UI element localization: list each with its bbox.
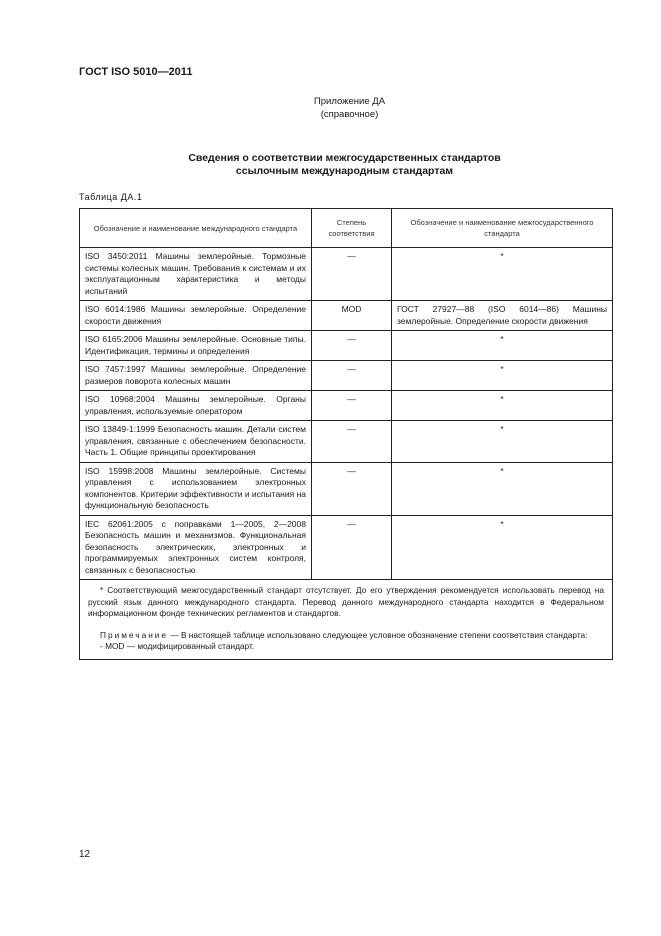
interstate-standard-cell: *	[392, 421, 613, 463]
table-row	[80, 421, 613, 463]
page-number: 12	[79, 849, 91, 860]
interstate-standard-cell: *	[392, 462, 613, 515]
table-row	[80, 361, 613, 391]
table-row	[80, 301, 613, 331]
international-standard-cell: ISO 10968:2004 Машины землеройные. Органы управления, используемые оператором	[80, 391, 312, 421]
degree-cell: —	[312, 331, 392, 361]
degree-cell: —	[312, 361, 392, 391]
interstate-standard-cell: *	[392, 331, 613, 361]
correspondence-table	[79, 208, 613, 660]
degree-cell: —	[312, 421, 392, 463]
section-title-line-2: ссылочным международным стандартам	[235, 165, 454, 177]
table-row	[80, 331, 613, 361]
footnote: * Соответствующий межгосударственный стандарт отсутствует. До его утверждения рекомендуется использовать перевод на русский язык данного международного стандарта. Перевод данного международного стандарта находится в Федеральном информационном фонде технических регламентов и стандартов.	[88, 585, 604, 618]
table-row	[80, 391, 613, 421]
table-notes-row	[80, 580, 613, 660]
international-standard-cell: ISO 6014:1986 Машины землеройные. Определение скорости движения	[80, 301, 312, 331]
international-standard-cell: ISO 15998:2008 Машины землеройные. Системы управления с использованием электронных компонентов. Критерии эффективности и испытания на функциональную безопасность	[80, 462, 312, 515]
international-standard-cell: ISO 6165:2006 Машины землеройные. Основные типы. Идентификация, термины и определения	[80, 331, 312, 361]
degree-cell: —	[312, 391, 392, 421]
document-code: ГОСТ ISO 5010—2011	[79, 66, 193, 78]
interstate-standard-cell: *	[392, 515, 613, 580]
interstate-standard-cell: ГОСТ 27927—88 (ISO 6014—86) Машины землеройные. Определение скорости движения	[392, 301, 613, 331]
note-item: - MOD — модифицированный стандарт.	[100, 641, 255, 651]
note-text: — В настоящей таблице использовано следующее условное обозначение степени соответствия стандарта:	[168, 629, 588, 640]
appendix-heading	[0, 95, 661, 121]
interstate-standard-cell: *	[392, 248, 613, 301]
degree-cell: —	[312, 515, 392, 580]
degree-cell: MOD	[312, 301, 392, 331]
header-interstate-standard: Обозначение и наименование межгосударственного стандарта	[392, 209, 613, 248]
table-notes	[80, 580, 613, 660]
header-degree: Степень соответствия	[312, 209, 392, 248]
section-title	[0, 152, 661, 178]
note-label: Примечание	[100, 629, 169, 640]
table-row	[80, 248, 613, 301]
section-title-line-1: Сведения о соответствии межгосударственных стандартов	[188, 152, 501, 164]
degree-cell: —	[312, 462, 392, 515]
header-international-standard: Обозначение и наименование международного стандарта	[80, 209, 312, 248]
table-row	[80, 515, 613, 580]
international-standard-cell: ISO 13849-1:1999 Безопасность машин. Детали систем управления, связанные с обеспечением безопасности. Часть 1. Общие принципы проектирования	[80, 421, 312, 463]
interstate-standard-cell: *	[392, 391, 613, 421]
table-row	[80, 462, 613, 515]
international-standard-cell: IEC 62061:2005 с поправками 1—2005, 2—2008 Безопасность машин и механизмов. Функциональная безопасность электрических, электронных и программируемых электронных систем контроля, связанных с безопасностью	[80, 515, 312, 580]
table-header-row	[80, 209, 613, 248]
interstate-standard-cell: *	[392, 361, 613, 391]
note	[88, 630, 604, 642]
international-standard-cell: ISO 3450:2011 Машины землеройные. Тормозные системы колесных машин. Требования к системам и их эксплуатационным характеристика и методы испытаний	[80, 248, 312, 301]
international-standard-cell: ISO 7457:1997 Машины землеройные. Определение размеров поворота колесных машин	[80, 361, 312, 391]
table-label: Таблица ДА.1	[79, 192, 143, 202]
degree-cell: —	[312, 248, 392, 301]
appendix-subtitle: (справочное)	[320, 109, 379, 120]
appendix-title: Приложение ДА	[313, 96, 386, 107]
